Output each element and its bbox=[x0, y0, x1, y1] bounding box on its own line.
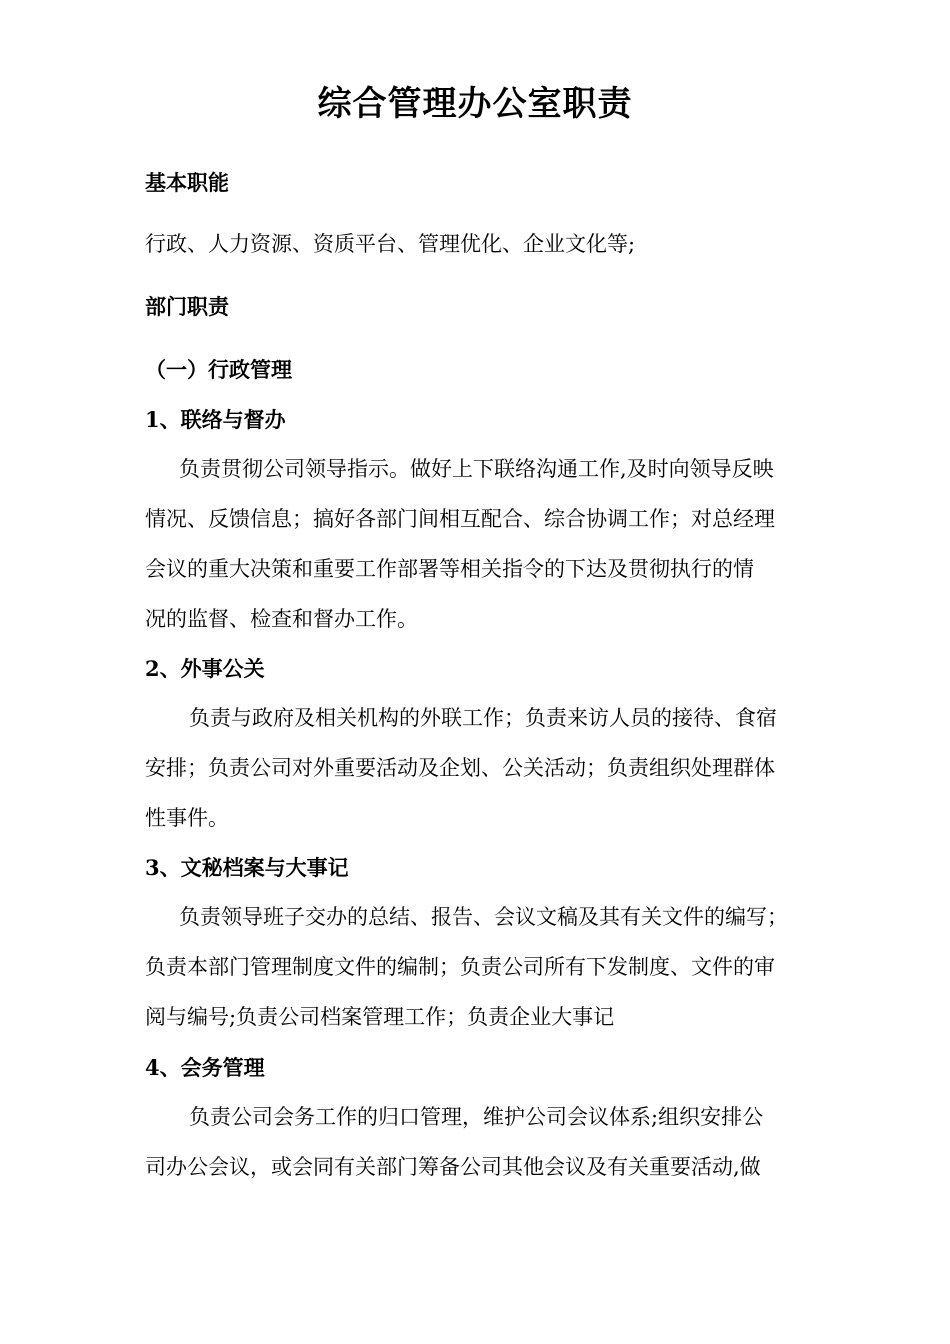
item-heading-liaison: 1、联络与督办 bbox=[145, 407, 286, 432]
paragraph-line: 阅与编号;负责公司档案管理工作；负责企业大事记 bbox=[145, 1005, 615, 1029]
item-paragraph-meeting-management bbox=[145, 1092, 825, 1192]
section1-heading: （一）行政管理 bbox=[145, 357, 292, 382]
paragraph-line: 负责与政府及相关机构的外联工作；负责来访人员的接待、食宿 bbox=[189, 706, 777, 730]
basic-function-line: 行政、人力资源、资质平台、管理优化、企业文化等; bbox=[145, 232, 636, 256]
dept-duties-heading: 部门职责 bbox=[145, 294, 229, 319]
item-paragraph-liaison bbox=[145, 444, 825, 644]
paragraph-line: 负责本部门管理制度文件的编制；负责公司所有下发制度、文件的审 bbox=[145, 955, 775, 979]
paragraph-line: 司办公会议，或会同有关部门筹备公司其他会议及有关重要活动,做 bbox=[145, 1155, 761, 1179]
paragraph-line: 负责贯彻公司领导指示。做好上下联络沟通工作,及时向领导反映 bbox=[179, 457, 774, 481]
paragraph-line: 负责公司会务工作的归口管理，维护公司会议体系;组织安排公 bbox=[189, 1105, 764, 1129]
item-paragraph-public-relations bbox=[145, 693, 825, 843]
item-heading-meeting-management: 4、会务管理 bbox=[145, 1055, 265, 1080]
basic-function-heading: 基本职能 bbox=[145, 170, 229, 195]
paragraph-line: 情况、反馈信息；搞好各部门间相互配合、综合协调工作；对总经理 bbox=[145, 507, 775, 531]
item-heading-secretarial-archives: 3、文秘档案与大事记 bbox=[145, 855, 349, 880]
paragraph-line: 况的监督、检查和督办工作。 bbox=[145, 607, 418, 631]
paragraph-line: 性事件。 bbox=[145, 806, 229, 830]
document-title: 综合管理办公室职责 bbox=[317, 84, 633, 124]
basic-function-text bbox=[145, 219, 825, 269]
item-heading-public-relations: 2、外事公关 bbox=[145, 656, 265, 681]
paragraph-line: 安排；负责公司对外重要活动及企划、公关活动；负责组织处理群体 bbox=[145, 756, 775, 780]
paragraph-line: 负责领导班子交办的总结、报告、会议文稿及其有关文件的编写； bbox=[179, 905, 788, 929]
paragraph-line: 会议的重大决策和重要工作部署等相关指令的下达及贯彻执行的情 bbox=[145, 557, 754, 581]
item-paragraph-secretarial-archives bbox=[145, 892, 825, 1042]
